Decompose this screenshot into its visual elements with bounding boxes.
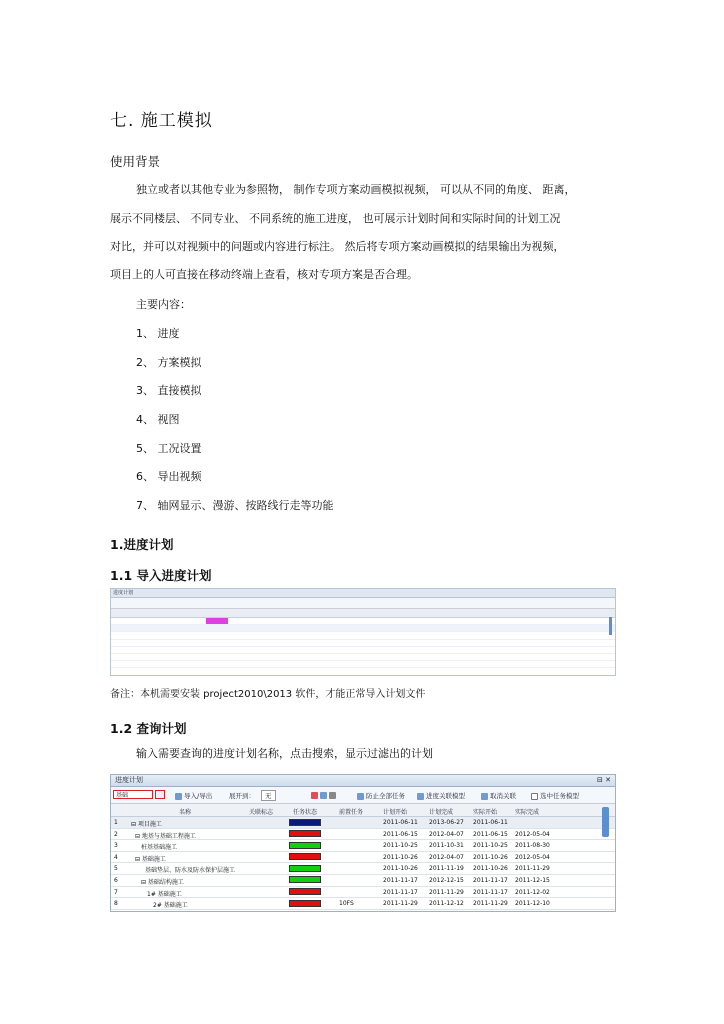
row-plan-end: 2013-06-27	[429, 819, 464, 826]
row-actual-end: 2011-08-30	[515, 842, 550, 850]
delete-icon	[311, 792, 318, 799]
list-item: 7、 轴网显示、漫游、按路线行走等功能	[136, 499, 334, 512]
row-actual-start: 2011-11-17	[473, 888, 508, 896]
task-icon	[357, 793, 364, 800]
section-title: 1.2 查询计划	[110, 721, 187, 736]
list-item: 4、 视图	[136, 413, 180, 426]
row-name: 2# 基础施工	[153, 902, 188, 910]
row-plan-start: 2011-06-11	[383, 819, 418, 826]
row-number: 3	[114, 842, 118, 850]
table-row[interactable]	[111, 863, 615, 875]
list-item: 5、 工况设置	[136, 442, 202, 455]
section-title: 1.1 导入进度计划	[110, 568, 212, 583]
row-actual-start: 2011-10-26	[473, 865, 508, 873]
list-item: 2、 方案模拟	[136, 356, 202, 369]
row-actual-end: 2011-12-15	[515, 876, 550, 884]
col-actual-start[interactable]: 实际开始	[473, 809, 498, 816]
row-actual-start: 2011-10-26	[473, 853, 508, 861]
row-plan-start: 2011-10-25	[383, 842, 418, 850]
prevent-all-tasks-button[interactable]: 防止全部任务	[357, 791, 405, 800]
note: 备注：本机需要安装 project2010\2013 软件，才能正常导入计划文件	[110, 689, 426, 700]
row-actual-end: 2012-05-04	[515, 830, 550, 838]
list-item: 1、 进度	[136, 327, 180, 340]
row-actual-end: 2012-05-04	[515, 853, 550, 861]
row-name: ⊟ 项目施工	[131, 821, 162, 828]
list-item: 3、 直接模拟	[136, 384, 202, 397]
status-bar	[289, 830, 321, 837]
col-status[interactable]: 任务状态	[293, 809, 318, 816]
row-plan-end: 2012-12-15	[429, 876, 464, 884]
col-link-flag[interactable]: 关联标志	[249, 809, 274, 816]
row-name: 1# 基础施工	[147, 890, 182, 898]
selected-task-model-checkbox[interactable]: 选中任务模型	[531, 791, 579, 800]
table-row[interactable]	[111, 887, 615, 899]
list-item: 6、 导出视频	[136, 470, 202, 483]
table-row[interactable]	[111, 829, 615, 841]
toolbar-icons[interactable]	[311, 791, 338, 799]
status-bar	[289, 888, 321, 895]
screenshot-titlebar: 进度计划	[111, 589, 615, 598]
status-bar	[289, 865, 321, 872]
paragraph-line: 展示不同楼层、 不同专业、 不同系统的施工进度， 也可展示计划时间和实际时间的计划工况	[110, 212, 561, 225]
row-plan-end: 2011-12-12	[429, 900, 464, 908]
table-body	[111, 817, 615, 910]
row-actual-end: 2011-11-29	[515, 865, 550, 873]
search-input[interactable]: 基础	[113, 790, 153, 799]
row-plan-start: 2011-10-26	[383, 853, 418, 861]
checkbox-icon	[531, 793, 538, 800]
row-number: 7	[114, 888, 118, 896]
status-bar	[289, 876, 321, 883]
status-bar	[289, 853, 321, 860]
col-predecessor[interactable]: 前置任务	[339, 809, 364, 816]
section-description: 输入需要查询的进度计划名称，点击搜索，显示过滤出的计划	[136, 747, 433, 760]
row-name: 基础垫层、防水及防水保护层施工	[145, 867, 236, 875]
table-row[interactable]	[111, 875, 615, 887]
col-actual-end[interactable]: 实际完成	[515, 809, 540, 816]
row-name: ⊟ 地基与基础工程施工	[135, 832, 196, 840]
row-name: ⊟ 基础施工	[135, 855, 166, 863]
main-content-label: 主要内容：	[136, 298, 191, 311]
row-actual-start: 2011-10-25	[473, 842, 508, 850]
status-bar	[289, 819, 321, 826]
row-plan-end: 2011-10-31	[429, 842, 464, 850]
row-actual-end: 2011-12-10	[515, 900, 550, 908]
paragraph-line: 对比，并可以对视频中的问题或内容进行标注。 然后将专项方案动画模拟的结果输出为视频，	[110, 240, 565, 253]
col-name[interactable]: 名称	[179, 809, 192, 816]
row-predecessor: 10FS	[339, 900, 354, 908]
row-name: ⊟ 基础结构施工	[141, 878, 184, 886]
paragraph-line: 项目上的人可直接在移动终端上查看，核对专项方案是否合理。	[110, 268, 418, 281]
import-plan-screenshot	[110, 588, 616, 676]
link-icon	[417, 793, 424, 800]
row-plan-start: 2011-11-17	[383, 876, 418, 884]
table-row[interactable]	[111, 817, 615, 829]
expand-label: 展开到：	[229, 792, 255, 800]
row-actual-start: 2011-06-15	[473, 830, 508, 838]
screenshot-titlebar	[111, 775, 615, 787]
row-number: 1	[114, 819, 118, 826]
row-plan-end: 2011-11-19	[429, 865, 464, 873]
row-number: 4	[114, 853, 118, 861]
table-row[interactable]	[111, 898, 615, 910]
table-header	[111, 804, 615, 817]
filter-icon	[329, 792, 336, 799]
link-model-button[interactable]: 进度关联模型	[417, 791, 465, 800]
row-number: 2	[114, 830, 118, 838]
col-plan-end[interactable]: 计划完成	[429, 809, 454, 816]
window-title: 进度计划	[115, 776, 143, 784]
paragraph-line: 独立或者以其他专业为参照物， 制作专项方案动画模拟视频， 可以从不同的角度、 距离，	[136, 183, 576, 196]
page-heading: 七. 施工模拟	[110, 111, 213, 131]
row-plan-end: 2012-04-07	[429, 853, 464, 861]
expand-select[interactable]: 无	[261, 790, 276, 801]
window-controls[interactable]: ⊟ ✕	[597, 776, 611, 784]
section-title: 1.进度计划	[110, 537, 174, 552]
unlink-icon	[481, 793, 488, 800]
screenshot-toolbar	[111, 787, 615, 804]
subheading: 使用背景	[110, 154, 161, 169]
row-plan-end: 2012-04-07	[429, 830, 464, 838]
row-number: 8	[114, 900, 118, 908]
search-button[interactable]	[155, 790, 165, 799]
scrollbar[interactable]	[602, 807, 609, 837]
col-plan-start[interactable]: 计划开始	[383, 809, 408, 816]
row-plan-start: 2011-10-26	[383, 865, 418, 873]
status-bar	[289, 842, 321, 849]
row-plan-start: 2011-11-17	[383, 888, 418, 896]
unlink-button[interactable]: 取消关联	[481, 791, 516, 800]
row-plan-start: 2011-11-29	[383, 900, 418, 908]
row-actual-start: 2011-06-11	[473, 819, 508, 826]
query-plan-screenshot	[110, 774, 616, 912]
screenshot-toolbar	[111, 598, 615, 609]
screenshot-header	[111, 609, 615, 618]
screenshot-rows	[111, 618, 615, 676]
row-number: 5	[114, 865, 118, 873]
row-plan-end: 2011-11-29	[429, 888, 464, 896]
row-actual-end: 2011-12-02	[515, 888, 550, 896]
row-plan-start: 2011-06-15	[383, 830, 418, 838]
import-export-button[interactable]: 导入/导出	[175, 791, 212, 800]
table-row[interactable]	[111, 840, 615, 852]
status-bar	[289, 900, 321, 907]
row-name: 桩基基础施工	[141, 844, 178, 852]
row-actual-start: 2011-11-17	[473, 876, 508, 884]
import-icon	[175, 793, 182, 800]
row-number: 6	[114, 876, 118, 884]
row-actual-start: 2011-11-29	[473, 900, 508, 908]
table-row[interactable]	[111, 852, 615, 864]
refresh-icon	[320, 792, 327, 799]
scrollbar[interactable]	[609, 617, 612, 635]
